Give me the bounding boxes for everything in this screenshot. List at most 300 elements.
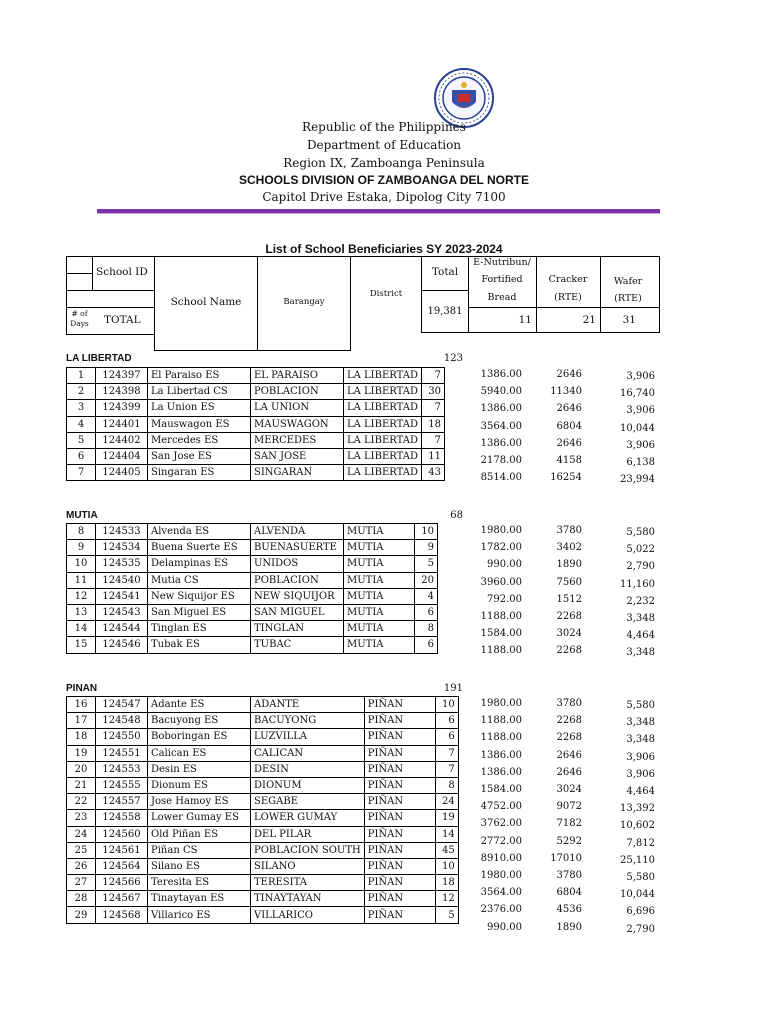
cell-name: Silano ES xyxy=(148,858,251,874)
col-wafer-1: Wafer xyxy=(613,276,643,287)
col-barangay: Barangay xyxy=(283,297,325,307)
cell-no: 12 xyxy=(67,588,96,604)
table-row xyxy=(67,465,445,481)
cell-wafer: 3,906 xyxy=(626,371,655,382)
cell-bread: 3960.00 xyxy=(480,576,522,588)
cell-total: 6 xyxy=(435,729,458,745)
cell-total: 8 xyxy=(415,621,438,637)
table-row xyxy=(67,794,459,810)
cell-district: MUTIA xyxy=(344,572,415,588)
cell-id: 124405 xyxy=(96,465,148,481)
cell-district: MUTIA xyxy=(344,524,415,540)
cell-bread: 1386.00 xyxy=(480,749,522,761)
cell-district: MUTIA xyxy=(344,604,415,620)
cell-bread: 8514.00 xyxy=(480,472,522,484)
cell-id: 124551 xyxy=(96,745,148,761)
cell-district: PIÑAN xyxy=(364,713,435,729)
cell-cracker: 3024 xyxy=(556,628,582,640)
cell-bread: 1782.00 xyxy=(480,542,522,554)
cell-wafer: 2,232 xyxy=(626,595,655,607)
cell-bread: 1386.00 xyxy=(480,403,522,415)
cell-no: 13 xyxy=(67,604,96,620)
table-row xyxy=(67,637,438,653)
cell-brgy: SILANO xyxy=(251,858,365,874)
cell-no: 10 xyxy=(67,556,96,572)
cell-no: 17 xyxy=(67,713,96,729)
cell-name: Alvenda ES xyxy=(148,524,251,540)
cell-cracker: 2268 xyxy=(556,715,582,727)
cell-total: 4 xyxy=(415,588,438,604)
cell-bread: 1980.00 xyxy=(480,698,522,709)
table-row xyxy=(67,432,445,448)
cell-cracker: 2268 xyxy=(556,645,582,657)
table-row xyxy=(67,891,459,907)
cell-district: LA LIBERTAD xyxy=(344,416,422,432)
cell-brgy: MAUSWAGON xyxy=(251,416,344,432)
table-row xyxy=(67,842,459,858)
cell-brgy: EL PARAISO xyxy=(251,368,344,384)
cell-wafer: 5,022 xyxy=(626,544,655,556)
cell-bread: 1386.00 xyxy=(480,766,522,778)
cell-name: Dionum ES xyxy=(148,777,251,793)
cell-wafer: 6,138 xyxy=(626,457,655,468)
cell-district: PIÑAN xyxy=(364,777,435,793)
table-row xyxy=(67,400,445,416)
cell-total: 9 xyxy=(415,540,438,556)
table-row xyxy=(67,729,459,745)
cell-wafer: 3,906 xyxy=(626,439,655,451)
cell-bread: 2178.00 xyxy=(480,455,522,466)
cell-total: 43 xyxy=(422,465,445,481)
col-enutribun-2: Fortified xyxy=(481,274,523,285)
cell-name: Bacuyong ES xyxy=(148,713,251,729)
cell-total: 10 xyxy=(435,697,458,713)
cell-id: 124533 xyxy=(96,524,148,540)
cell-name: Adante ES xyxy=(148,697,251,713)
cell-id: 124534 xyxy=(96,540,148,556)
cell-brgy: TUBAC xyxy=(251,637,344,653)
cell-cracker: 3402 xyxy=(556,542,582,554)
cell-total: 7 xyxy=(435,761,458,777)
cell-brgy: DIONUM xyxy=(251,777,365,793)
cell-district: MUTIA xyxy=(344,637,415,653)
cell-no: 14 xyxy=(67,621,96,637)
table-row xyxy=(67,416,445,432)
header-republic: Republic of the Philippines xyxy=(302,120,466,134)
cell-cracker: 1512 xyxy=(556,593,582,605)
cell-total: 11 xyxy=(422,448,445,464)
table-row xyxy=(67,448,445,464)
cell-total: 30 xyxy=(422,384,445,400)
cell-name: Mauswagon ES xyxy=(148,416,251,432)
cell-wafer: 10,044 xyxy=(620,422,655,434)
header-divider-shadow xyxy=(97,213,660,214)
enutribun-days: 11 xyxy=(518,314,532,326)
cell-cracker: 2646 xyxy=(556,403,582,415)
cell-cracker: 6804 xyxy=(556,420,582,432)
cell-no: 11 xyxy=(67,572,96,588)
cell-name: Singaran ES xyxy=(148,465,251,481)
cell-wafer: 23,994 xyxy=(620,474,655,486)
cell-cracker: 2646 xyxy=(556,749,582,761)
cell-cracker: 11340 xyxy=(550,386,582,398)
cell-id: 124553 xyxy=(96,761,148,777)
cell-name: Old Piñan ES xyxy=(148,826,251,842)
cell-no: 8 xyxy=(67,524,96,540)
table-row xyxy=(67,858,459,874)
cell-brgy: LUZVILLA xyxy=(251,729,365,745)
table-row xyxy=(67,604,438,620)
cell-district: MUTIA xyxy=(344,556,415,572)
cell-name: Teresita ES xyxy=(148,875,251,891)
cell-no: 21 xyxy=(67,777,96,793)
cell-cracker: 2268 xyxy=(556,611,582,622)
col-cracker-1: Cracker xyxy=(548,274,588,285)
cell-no: 15 xyxy=(67,637,96,653)
cell-district: PIÑAN xyxy=(364,875,435,891)
cell-cracker: 4536 xyxy=(556,904,582,916)
col-wafer-2: (RTE) xyxy=(614,293,642,304)
cell-bread: 990.00 xyxy=(487,921,522,933)
table-row xyxy=(67,588,438,604)
cell-bread: 3564.00 xyxy=(480,887,522,899)
cell-name: Delampinas ES xyxy=(148,556,251,572)
cell-brgy: POBLACION xyxy=(251,384,344,400)
cell-name: Buena Suerte ES xyxy=(148,540,251,556)
school-table xyxy=(66,523,438,654)
cell-wafer: 4,464 xyxy=(626,630,655,642)
cell-bread: 1584.00 xyxy=(480,628,522,640)
cell-district: LA LIBERTAD xyxy=(344,448,422,464)
cell-id: 124558 xyxy=(96,810,148,826)
cell-district: PIÑAN xyxy=(364,891,435,907)
cell-id: 124568 xyxy=(96,907,148,923)
cell-id: 124541 xyxy=(96,588,148,604)
col-enutribun-3: Bread xyxy=(487,292,517,303)
cell-brgy: DEL PILAR xyxy=(251,826,365,842)
cell-bread: 792.00 xyxy=(487,593,522,605)
cell-wafer: 3,348 xyxy=(626,613,655,624)
table-row xyxy=(67,368,445,384)
col-total: Total xyxy=(431,266,459,278)
cell-cracker: 3780 xyxy=(556,870,582,881)
cell-district: LA LIBERTAD xyxy=(344,368,422,384)
cell-district: PIÑAN xyxy=(364,826,435,842)
cell-id: 124544 xyxy=(96,621,148,637)
cell-brgy: UNIDOS xyxy=(251,556,344,572)
school-table xyxy=(66,696,459,924)
total-label: TOTAL xyxy=(104,314,141,326)
cracker-days: 21 xyxy=(582,314,596,326)
section-total: 68 xyxy=(450,510,463,521)
cell-wafer: 13,392 xyxy=(620,803,655,815)
cell-id: 124540 xyxy=(96,572,148,588)
cell-total: 14 xyxy=(435,826,458,842)
cell-total: 6 xyxy=(415,637,438,653)
cell-wafer: 7,812 xyxy=(626,837,655,849)
cell-bread: 2772.00 xyxy=(480,835,522,847)
cell-district: MUTIA xyxy=(344,588,415,604)
cell-cracker: 1890 xyxy=(556,559,582,571)
cell-wafer: 4,464 xyxy=(626,786,655,797)
cell-bread: 3564.00 xyxy=(480,420,522,432)
cell-no: 1 xyxy=(67,368,96,384)
cell-no: 24 xyxy=(67,826,96,842)
cell-name: La Union ES xyxy=(148,400,251,416)
header-address: Capitol Drive Estaka, Dipolog City 7100 xyxy=(262,190,506,204)
cell-no: 22 xyxy=(67,794,96,810)
cell-total: 45 xyxy=(435,842,458,858)
cell-district: PIÑAN xyxy=(364,729,435,745)
cell-district: LA LIBERTAD xyxy=(344,384,422,400)
cell-brgy: NEW SIQUIJOR xyxy=(251,588,344,604)
cell-no: 4 xyxy=(67,416,96,432)
cell-brgy: SEGABE xyxy=(251,794,365,810)
cell-bread: 1386.00 xyxy=(480,437,522,449)
page-title: List of School Beneficiaries SY 2023-2024 xyxy=(265,242,503,256)
cell-cracker: 1890 xyxy=(556,921,582,933)
cell-name: Jose Hamoy ES xyxy=(148,794,251,810)
cell-brgy: ADANTE xyxy=(251,697,365,713)
cell-bread: 1980.00 xyxy=(480,525,522,536)
cell-total: 7 xyxy=(422,368,445,384)
cell-no: 28 xyxy=(67,891,96,907)
cell-district: PIÑAN xyxy=(364,794,435,810)
col-district: District xyxy=(369,289,403,299)
cell-id: 124548 xyxy=(96,713,148,729)
cell-cracker: 7182 xyxy=(556,818,582,830)
table-row xyxy=(67,621,438,637)
table-row xyxy=(67,572,438,588)
cell-district: PIÑAN xyxy=(364,761,435,777)
cell-district: PIÑAN xyxy=(364,858,435,874)
cell-total: 19 xyxy=(435,810,458,826)
grand-total: 19,381 xyxy=(427,306,463,317)
cell-bread: 1386.00 xyxy=(480,369,522,380)
cell-no: 29 xyxy=(67,907,96,923)
cell-name: New Siquijor ES xyxy=(148,588,251,604)
section-mutia: MUTIA xyxy=(66,510,98,521)
cell-cracker: 9072 xyxy=(556,801,582,813)
section-total: 191 xyxy=(443,683,463,694)
cell-bread: 1188.00 xyxy=(480,611,522,622)
col-cracker-2: (RTE) xyxy=(554,292,582,303)
table-row xyxy=(67,556,438,572)
cell-name: Desin ES xyxy=(148,761,251,777)
cell-bread: 990.00 xyxy=(487,559,522,571)
cell-bread: 2376.00 xyxy=(480,904,522,916)
cell-wafer: 25,110 xyxy=(620,854,655,866)
cell-bread: 1584.00 xyxy=(480,784,522,795)
cell-total: 10 xyxy=(415,524,438,540)
cell-no: 9 xyxy=(67,540,96,556)
cell-no: 25 xyxy=(67,842,96,858)
cell-id: 124560 xyxy=(96,826,148,842)
cell-no: 7 xyxy=(67,465,96,481)
table-row xyxy=(67,907,459,923)
cell-district: MUTIA xyxy=(344,621,415,637)
cell-total: 18 xyxy=(435,875,458,891)
cell-cracker: 2268 xyxy=(556,732,582,744)
cell-total: 6 xyxy=(435,713,458,729)
cell-id: 124398 xyxy=(96,384,148,400)
cell-name: San Miguel ES xyxy=(148,604,251,620)
cell-name: La Libertad CS xyxy=(148,384,251,400)
table-row xyxy=(67,745,459,761)
cell-brgy: LA UNION xyxy=(251,400,344,416)
cell-total: 6 xyxy=(415,604,438,620)
table-row xyxy=(67,384,445,400)
cell-wafer: 5,580 xyxy=(626,872,655,883)
header-department: Department of Education xyxy=(306,138,462,152)
cell-bread: 1188.00 xyxy=(480,732,522,744)
cell-wafer: 6,696 xyxy=(626,906,655,918)
cell-id: 124546 xyxy=(96,637,148,653)
cell-brgy: SAN MIGUEL xyxy=(251,604,344,620)
cell-name: Lower Gumay ES xyxy=(148,810,251,826)
cell-wafer: 16,740 xyxy=(620,388,655,400)
col-enutribun-1: E-Nutribun/ xyxy=(473,257,531,268)
section-pinan: PINAN xyxy=(66,683,98,694)
cell-cracker: 5292 xyxy=(556,835,582,847)
cell-total: 20 xyxy=(415,572,438,588)
cell-wafer: 11,160 xyxy=(620,578,655,590)
cell-name: San Jose ES xyxy=(148,448,251,464)
cell-bread: 5940.00 xyxy=(480,386,522,398)
cell-brgy: BUENASUERTE xyxy=(251,540,344,556)
cell-district: PIÑAN xyxy=(364,842,435,858)
table-row xyxy=(67,524,438,540)
table-row xyxy=(67,826,459,842)
cell-name: Calican ES xyxy=(148,745,251,761)
cell-brgy: POBLACION SOUTH xyxy=(251,842,365,858)
cell-brgy: VILLARICO xyxy=(251,907,365,923)
cell-wafer: 3,906 xyxy=(626,405,655,417)
cell-no: 27 xyxy=(67,875,96,891)
cell-wafer: 2,790 xyxy=(626,923,655,935)
cell-bread: 4752.00 xyxy=(480,801,522,813)
cell-id: 124404 xyxy=(96,448,148,464)
cell-cracker: 4158 xyxy=(556,455,582,466)
cell-name: Tinglan ES xyxy=(148,621,251,637)
cell-wafer: 2,790 xyxy=(626,561,655,573)
table-row xyxy=(67,777,459,793)
cell-name: Piñan CS xyxy=(148,842,251,858)
cell-id: 124567 xyxy=(96,891,148,907)
cell-district: LA LIBERTAD xyxy=(344,432,422,448)
cell-cracker: 3780 xyxy=(556,525,582,536)
cell-cracker: 17010 xyxy=(550,852,582,864)
cell-wafer: 3,348 xyxy=(626,717,655,729)
cell-name: Mutia CS xyxy=(148,572,251,588)
school-table xyxy=(66,367,445,481)
cell-total: 12 xyxy=(435,891,458,907)
cell-brgy: LOWER GUMAY xyxy=(251,810,365,826)
header-region: Region IX, Zamboanga Peninsula xyxy=(283,156,485,170)
col-school-name: School Name xyxy=(170,296,242,308)
cell-total: 24 xyxy=(435,794,458,810)
cell-district: PIÑAN xyxy=(364,745,435,761)
cell-brgy: DESIN xyxy=(251,761,365,777)
cell-id: 124402 xyxy=(96,432,148,448)
table-row xyxy=(67,697,459,713)
col-school-id: School ID xyxy=(96,266,148,278)
cell-id: 124535 xyxy=(96,556,148,572)
cell-cracker: 6804 xyxy=(556,887,582,899)
cell-brgy: SINGARAN xyxy=(251,465,344,481)
wafer-days: 31 xyxy=(622,314,636,326)
table-row xyxy=(67,540,438,556)
cell-no: 5 xyxy=(67,432,96,448)
cell-id: 124550 xyxy=(96,729,148,745)
cell-bread: 8910.00 xyxy=(480,852,522,864)
cell-id: 124547 xyxy=(96,697,148,713)
cell-cracker: 2646 xyxy=(556,369,582,380)
cell-brgy: TINGLAN xyxy=(251,621,344,637)
cell-brgy: SAN JOSE xyxy=(251,448,344,464)
cell-cracker: 3780 xyxy=(556,698,582,709)
table-row xyxy=(67,875,459,891)
cell-wafer: 5,580 xyxy=(626,527,655,538)
cell-wafer: 5,580 xyxy=(626,700,655,711)
cell-name: Mercedes ES xyxy=(148,432,251,448)
cell-brgy: TERESITA xyxy=(251,875,365,891)
table-row xyxy=(67,713,459,729)
cell-district: LA LIBERTAD xyxy=(344,465,422,481)
cell-cracker: 3024 xyxy=(556,784,582,795)
cell-total: 7 xyxy=(422,400,445,416)
cell-bread: 1980.00 xyxy=(480,870,522,881)
cell-id: 124555 xyxy=(96,777,148,793)
cell-total: 10 xyxy=(435,858,458,874)
cell-cracker: 16254 xyxy=(550,472,582,484)
cell-no: 6 xyxy=(67,448,96,464)
cell-no: 26 xyxy=(67,858,96,874)
cell-name: Tinaytayan ES xyxy=(148,891,251,907)
table-row xyxy=(67,761,459,777)
cell-cracker: 7560 xyxy=(556,576,582,588)
cell-district: PIÑAN xyxy=(364,907,435,923)
cell-no: 2 xyxy=(67,384,96,400)
cell-total: 7 xyxy=(422,432,445,448)
cell-id: 124397 xyxy=(96,368,148,384)
cell-brgy: CALICAN xyxy=(251,745,365,761)
cell-brgy: BACUYONG xyxy=(251,713,365,729)
cell-cracker: 2646 xyxy=(556,766,582,778)
cell-district: PIÑAN xyxy=(364,810,435,826)
cell-wafer: 10,602 xyxy=(620,820,655,832)
cell-total: 5 xyxy=(435,907,458,923)
cell-brgy: MERCEDES xyxy=(251,432,344,448)
cell-district: MUTIA xyxy=(344,540,415,556)
days-label: # of Days xyxy=(70,309,89,328)
cell-cracker: 2646 xyxy=(556,437,582,449)
cell-total: 8 xyxy=(435,777,458,793)
cell-name: El Paraiso ES xyxy=(148,368,251,384)
section-total: 123 xyxy=(443,353,463,364)
cell-id: 124561 xyxy=(96,842,148,858)
cell-id: 124543 xyxy=(96,604,148,620)
cell-bread: 1188.00 xyxy=(480,715,522,727)
cell-bread: 1188.00 xyxy=(480,645,522,657)
table-row xyxy=(67,810,459,826)
cell-name: Villarico ES xyxy=(148,907,251,923)
cell-id: 124557 xyxy=(96,794,148,810)
cell-id: 124401 xyxy=(96,416,148,432)
cell-no: 23 xyxy=(67,810,96,826)
cell-total: 7 xyxy=(435,745,458,761)
cell-id: 124564 xyxy=(96,858,148,874)
